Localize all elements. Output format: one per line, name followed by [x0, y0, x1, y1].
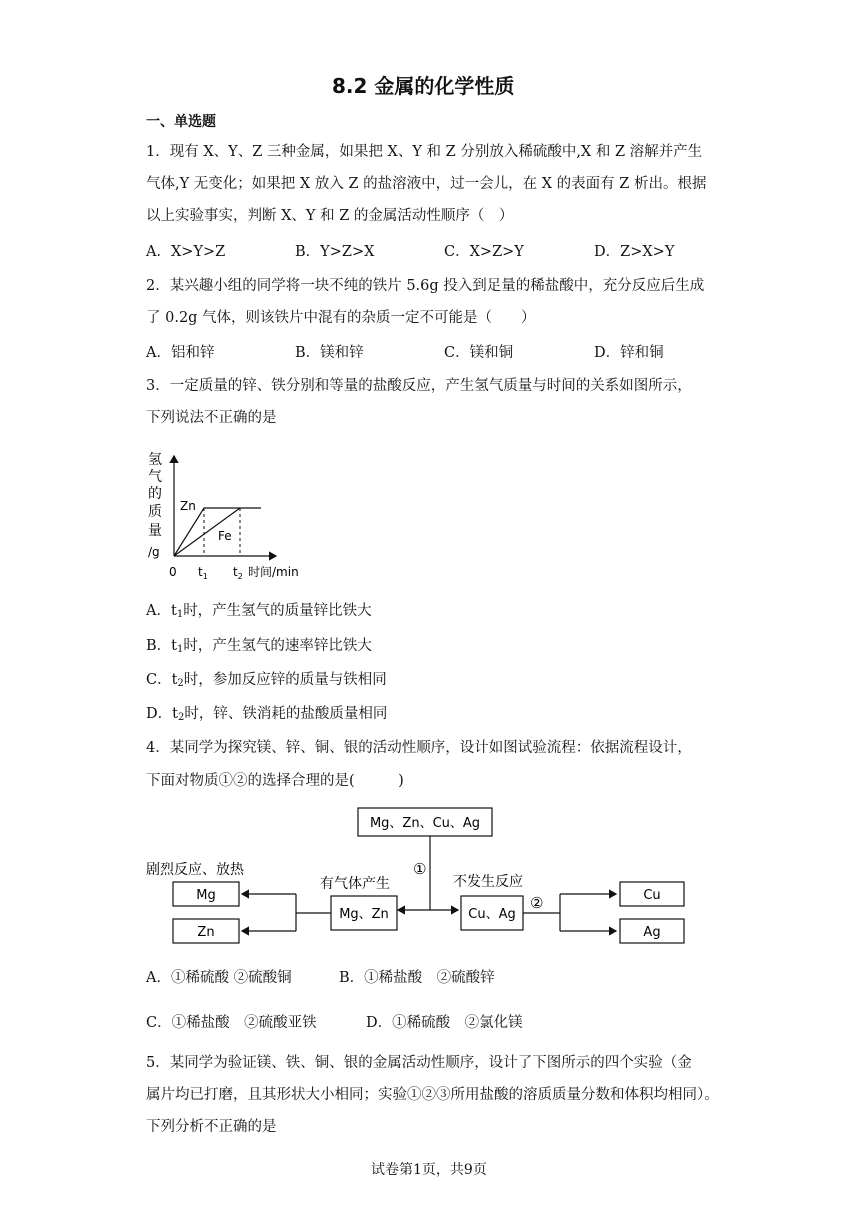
graph-ylabel-char: 的 — [148, 486, 162, 502]
graph-zn-label: Zn — [180, 499, 196, 513]
q1-option-d[interactable]: D．Z>X>Y — [594, 244, 675, 260]
page-footer: 试卷第1页，共9页 — [371, 1162, 487, 1178]
graph-origin: 0 — [169, 565, 177, 579]
q3-stem-line1: 3．一定质量的锌、铁分别和等量的盐酸反应，产生氢气质量与时间的关系如图所示， — [146, 378, 692, 394]
q2-option-a[interactable]: A．铝和锌 — [146, 345, 215, 361]
graph-yunit: /g — [148, 545, 160, 559]
q1-option-c[interactable]: C．X>Z>Y — [444, 244, 524, 260]
q5-stem-line1: 5．某同学为验证镁、铁、铜、银的金属活动性顺序，设计了下图所示的四个实验（金 — [146, 1055, 692, 1071]
q4-flow-diagram — [140, 802, 700, 952]
q1-option-a[interactable]: A．X>Y>Z — [146, 244, 226, 260]
flow-cu-label: Cu — [643, 888, 661, 903]
graph-ylabel-char: 质 — [148, 504, 162, 520]
q5-stem-line2: 属片均已打磨，且其形状大小相同；实验①②③所用盐酸的溶质质量分数和体积均相同）。 — [146, 1087, 719, 1103]
flow-mgzn-label: Mg、Zn — [339, 907, 389, 922]
section-heading: 一、单选题 — [146, 114, 216, 130]
q4-option-b[interactable]: B．①稀盐酸 ②硫酸锌 — [339, 970, 495, 986]
q4-option-d[interactable]: D．①稀硫酸 ②氯化镁 — [366, 1015, 523, 1031]
flow-violent-label: 剧烈反应、放热 — [146, 862, 244, 878]
graph-ylabel-char: 氢 — [148, 452, 162, 468]
graph-ylabel-char: 量 — [148, 523, 162, 539]
q5-stem-line3: 下列分析不正确的是 — [146, 1119, 277, 1135]
graph-xlabel: 时间/min — [248, 565, 299, 579]
q2-option-c[interactable]: C．镁和铜 — [444, 345, 514, 361]
q2-option-b[interactable]: B．镁和锌 — [295, 345, 364, 361]
graph-t1-label: $t_1$ — [198, 565, 208, 581]
flow-zn-label: Zn — [197, 925, 215, 940]
flow-noreact-label: 不发生反应 — [453, 874, 523, 890]
flow-step2: ② — [530, 894, 544, 912]
q4-stem-line1: 4．某同学为探究镁、锌、铜、银的活动性顺序，设计如图试验流程：依据流程设计， — [146, 740, 692, 756]
graph-ylabel-char: 气 — [148, 469, 162, 485]
q2-stem-line1: 2．某兴趣小组的同学将一块不纯的铁片 5.6g 投入到足量的稀盐酸中，充分反应后生成 — [146, 278, 705, 294]
q4-option-c[interactable]: C．①稀盐酸 ②硫酸亚铁 — [146, 1015, 317, 1031]
q3-stem-line2: 下列说法不正确的是 — [146, 410, 277, 426]
graph-t2-label: $t_2$ — [233, 565, 243, 581]
flow-mg-label: Mg — [196, 888, 216, 903]
flow-gas-label: 有气体产生 — [320, 876, 390, 892]
q3-option-b[interactable]: B．$t_1$时，产生氢气的速率锌比铁大 — [146, 638, 372, 655]
q3-option-a[interactable]: A．$t_1$时，产生氢气的质量锌比铁大 — [146, 603, 372, 620]
q3-option-d[interactable]: D．$t_2$时，锌、铁消耗的盐酸质量相同 — [146, 706, 388, 723]
q2-stem-line2: 了 0.2g 气体，则该铁片中混有的杂质一定不可能是（ ） — [146, 310, 536, 326]
q1-stem-line1: 1．现有 X、Y、Z 三种金属，如果把 X、Y 和 Z 分别放入稀硫酸中,X 和 Z 溶解并产生 — [146, 144, 703, 160]
q1-stem-line3: 以上实验事实，判断 X、Y 和 Z 的金属活动性顺序（ ） — [146, 208, 514, 224]
q2-option-d[interactable]: D．锌和铜 — [594, 345, 664, 361]
q1-option-b[interactable]: B．Y>Z>X — [295, 244, 375, 260]
q4-option-a[interactable]: A．①稀硫酸 ②硫酸铜 — [146, 970, 292, 986]
q3-option-c[interactable]: C．$t_2$时，参加反应锌的质量与铁相同 — [146, 672, 387, 689]
q4-stem-line2: 下面对物质①②的选择合理的是( ) — [146, 773, 404, 789]
page-title: 8.2 金属的化学性质 — [332, 74, 515, 98]
q1-stem-line2: 气体,Y 无变化；如果把 X 放入 Z 的盐溶液中，过一会儿，在 X 的表面有 Z 析出。根据 — [146, 176, 707, 192]
flow-step1: ① — [413, 860, 427, 878]
flow-ag-label: Ag — [643, 925, 661, 940]
flow-top-label: Mg、Zn、Cu、Ag — [369, 816, 481, 831]
flow-cuag-label: Cu、Ag — [468, 907, 516, 922]
graph-fe-label: Fe — [218, 529, 232, 543]
q3-hydrogen-graph — [140, 444, 320, 586]
